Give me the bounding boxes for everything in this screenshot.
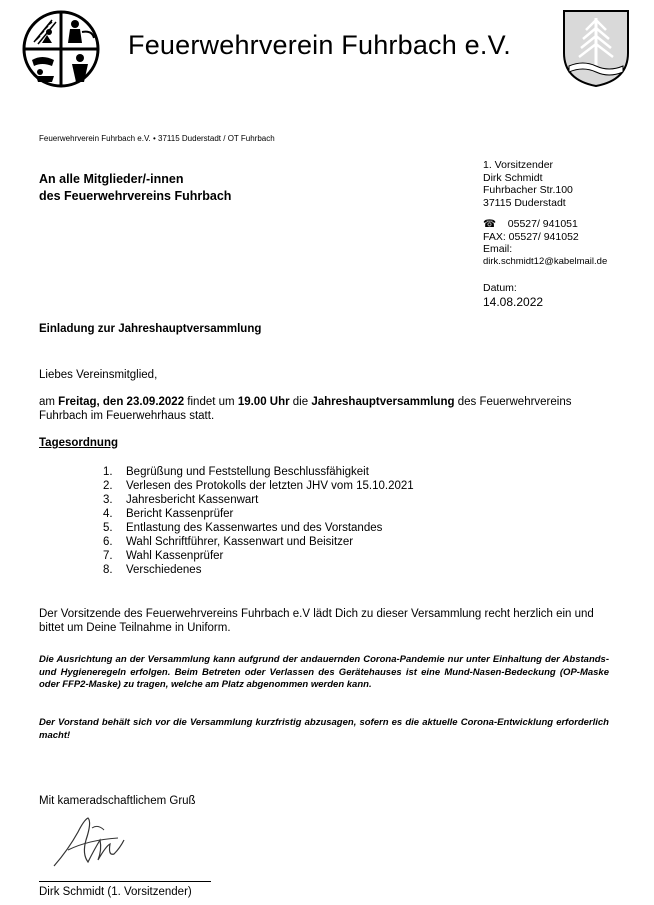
agenda-item: 4. Bericht Kassenprüfer xyxy=(103,508,234,520)
letter-subject: Einladung zur Jahreshauptversammlung xyxy=(39,323,262,335)
contact-phone-row xyxy=(483,218,607,231)
contact-block xyxy=(483,159,607,268)
contact-street: Fuhrbacher Str.100 xyxy=(483,184,573,196)
date-label: Datum: xyxy=(483,282,517,294)
corona-notice: Die Ausrichtung an der Versammlung kann aufgrund der andauernden Corona-Pandemie nur unter Einhaltung der Abstands- und Hygieneregeln erfolgen. Beim Betreten oder Verlassen des Gerätehauses ist eine Mund-Nasen-Bedeckung (OP-Maske oder FFP2-Maske) zu tragen, welche am Platz abgenommen werden kann. xyxy=(39,654,609,690)
contact-city: 37115 Duderstadt xyxy=(483,196,566,209)
contact-email[interactable]: dirk.schmidt12@kabelmail.de xyxy=(483,255,608,267)
contact-phone: 05527/ 941051 xyxy=(507,218,578,230)
recipient-address xyxy=(39,171,231,205)
recipient-line-1: An alle Mitglieder/-innen xyxy=(39,172,184,186)
meeting-date: Freitag, den 23.09.2022 xyxy=(58,396,185,408)
closing-paragraph: Der Vorsitzende des Feuerwehrvereins Fuhrbach e.V lädt Dich zu dieser Versammlung recht herzlich ein und bittet um Deine Teilnahme in Uniform. xyxy=(39,608,594,634)
recipient-line-2: des Feuerwehrvereins Fuhrbach xyxy=(39,189,232,203)
contact-email-label: Email: xyxy=(483,243,513,255)
contact-role: 1. Vorsitzender xyxy=(483,159,554,171)
phone-icon: ☎ xyxy=(483,218,497,230)
signer-name: Dirk Schmidt (1. Vorsitzender) xyxy=(39,886,192,898)
agenda-item: 6. Wahl Schriftführer, Kassenwart und Beisitzer xyxy=(103,536,354,548)
agenda-item: 1. Begrüßung und Feststellung Beschlussfähigkeit xyxy=(103,466,369,478)
meeting-name: Jahreshauptversammlung xyxy=(311,396,455,408)
sender-address-line: Feuerwehrverein Fuhrbach e.V. • 37115 Duderstadt / OT Fuhrbach xyxy=(39,134,275,143)
contact-name: Dirk Schmidt xyxy=(483,171,543,184)
agenda-title: Tagesordnung xyxy=(39,437,119,449)
organization-title: Feuerwehrverein Fuhrbach e.V. xyxy=(128,30,512,60)
meeting-time: 19.00 Uhr xyxy=(237,396,290,408)
signature-line xyxy=(39,881,211,882)
coat-of-arms-logo xyxy=(561,8,631,88)
cancellation-notice: Der Vorstand behält sich vor die Versammlung kurzfristig abzusagen, sofern es die aktuelle Corona-Entwicklung erforderlich macht! xyxy=(39,717,609,741)
agenda-item: 3. Jahresbericht Kassenwart xyxy=(103,494,259,506)
firefighter-emblem-logo xyxy=(22,10,100,88)
agenda-item: 8. Verschiedenes xyxy=(103,564,202,576)
greeting: Liebes Vereinsmitglied, xyxy=(39,369,158,381)
date-value: 14.08.2022 xyxy=(483,294,544,309)
agenda-list xyxy=(103,465,414,577)
agenda-item: 7. Wahl Kassenprüfer xyxy=(103,550,224,562)
handwritten-signature xyxy=(48,810,133,872)
closing-salutation: Mit kameradschaftlichem Gruß xyxy=(39,795,196,807)
agenda-item: 5. Entlastung des Kassenwartes und des Vorstandes xyxy=(103,522,383,534)
date-block xyxy=(483,282,543,309)
invitation-paragraph: am Freitag, den 23.09.2022 findet um 19.00 Uhr die Jahreshauptversammlung des Feuerwehrvereins Fuhrbach im Feuerwehrhaus statt. xyxy=(39,396,572,422)
contact-fax: FAX: 05527/ 941052 xyxy=(483,230,579,243)
agenda-item: 2. Verlesen des Protokolls der letzten JHV vom 15.10.2021 xyxy=(103,480,414,492)
